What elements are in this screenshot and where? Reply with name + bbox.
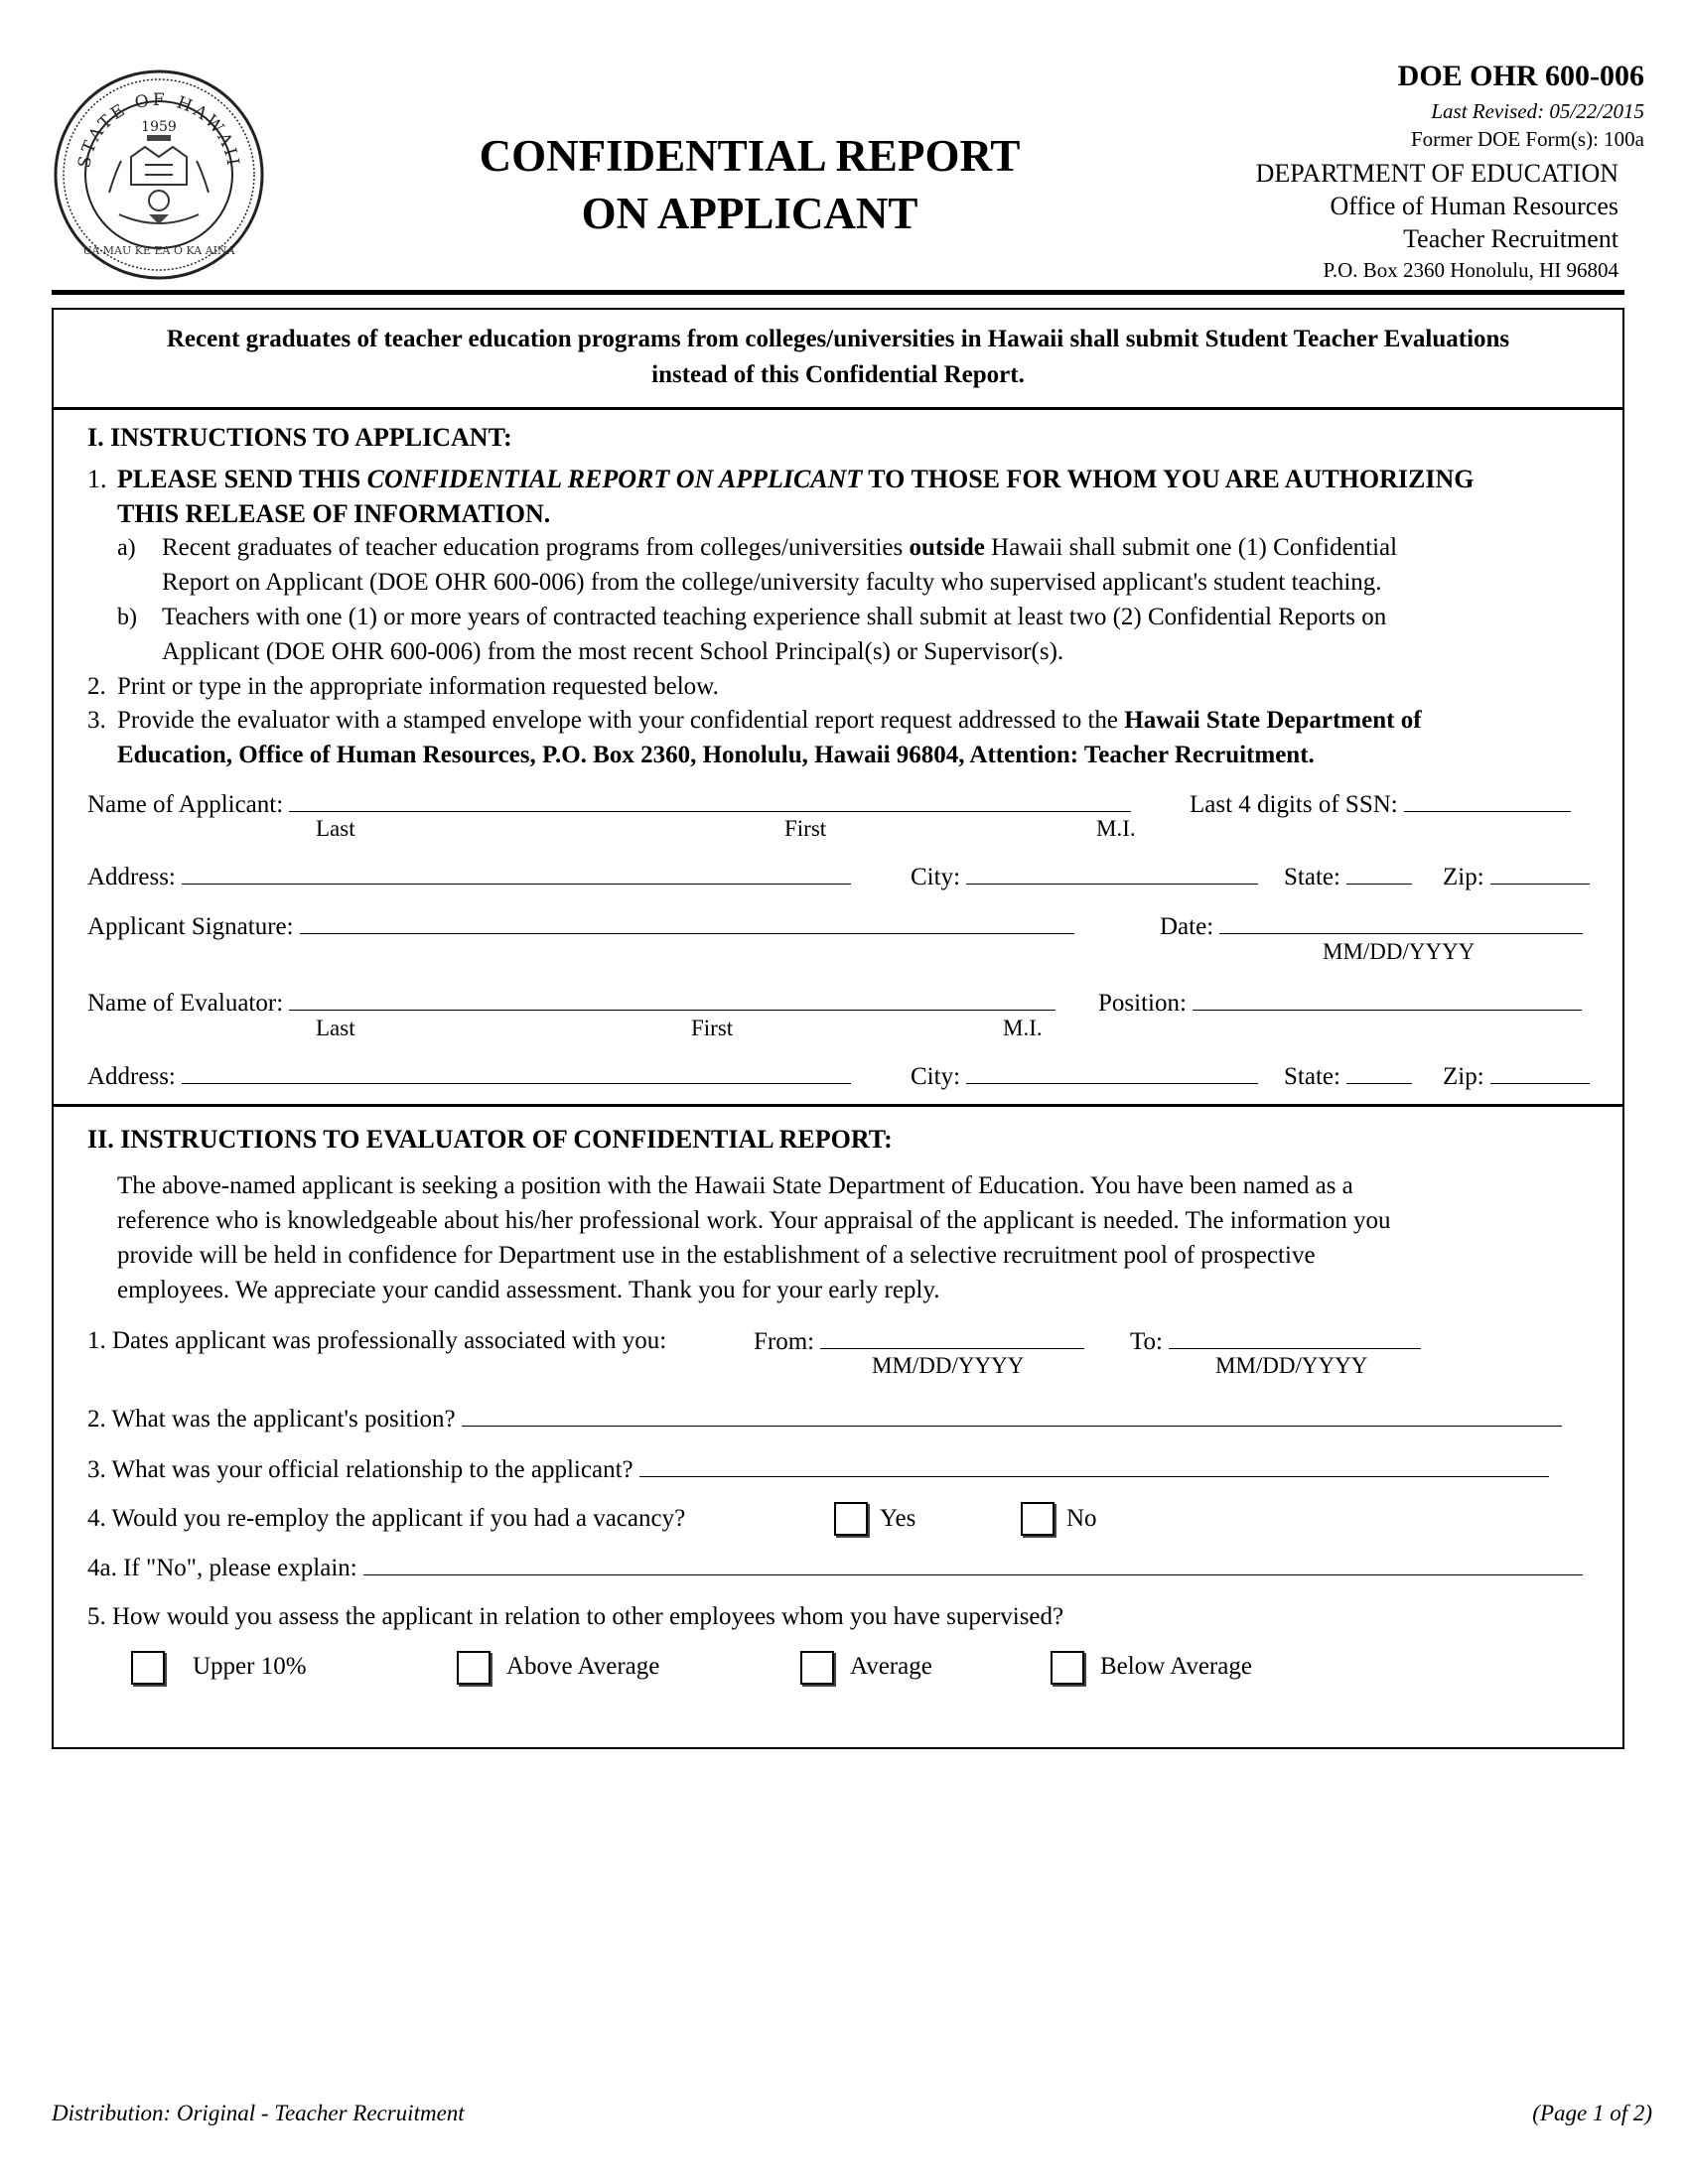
- reemploy-yes-checkbox[interactable]: [834, 1502, 868, 1536]
- instruction-2-number: 2.: [87, 673, 106, 700]
- unit-name: Teacher Recruitment: [1403, 224, 1618, 253]
- applicant-address-field[interactable]: [182, 860, 851, 885]
- no-explanation-field[interactable]: [363, 1551, 1583, 1575]
- instruction-a-label: a): [117, 535, 136, 561]
- form-number: DOE OHR 600-006: [1397, 60, 1644, 92]
- evaluator-position-row: Position:: [1098, 986, 1582, 1021]
- notice-divider: [52, 407, 1624, 410]
- applicant-zip-row: Zip:: [1443, 860, 1590, 894]
- evaluator-para-line2: reference who is knowledgeable about his/her professional work. Your appraisal of the applicant is needed. The information you: [117, 1207, 1391, 1234]
- applicant-zip-field[interactable]: [1490, 860, 1590, 885]
- instruction-1-line2: THIS RELEASE OF INFORMATION.: [117, 499, 551, 528]
- department-name: DEPARTMENT OF EDUCATION: [1255, 159, 1618, 188]
- applicant-state-row: State:: [1284, 860, 1412, 894]
- applicant-state-field[interactable]: [1346, 860, 1412, 885]
- evaluator-address-row: Address:: [87, 1059, 851, 1094]
- rating-upper-10-label: Upper 10%: [193, 1653, 307, 1680]
- question-1-from-row: From:: [754, 1324, 1084, 1359]
- evaluator-city-row: City:: [911, 1059, 1258, 1094]
- evaluator-last-caption: Last: [316, 1016, 355, 1040]
- applicant-city-row: City:: [911, 860, 1258, 894]
- applicant-first-caption: First: [784, 816, 827, 841]
- department-address: P.O. Box 2360 Honolulu, HI 96804: [1323, 258, 1618, 282]
- reemploy-no-label: No: [1066, 1505, 1097, 1532]
- instruction-3-number: 3.: [87, 707, 106, 734]
- header-divider: [52, 290, 1624, 295]
- rating-average-checkbox[interactable]: [800, 1651, 834, 1685]
- rating-above-average-checkbox[interactable]: [457, 1651, 491, 1685]
- association-from-field[interactable]: [820, 1324, 1084, 1349]
- evaluator-para-line4: employees. We appreciate your candid assessment. Thank you for your early reply.: [117, 1277, 940, 1303]
- evaluator-para-line3: provide will be held in confidence for Department use in the establishment of a selective recruitment pool of prospective: [117, 1242, 1316, 1269]
- applicant-date-field[interactable]: [1219, 909, 1583, 934]
- svg-text:STATE OF HAWAII: STATE OF HAWAII: [74, 89, 243, 170]
- applicant-ssn-row: Last 4 digits of SSN:: [1190, 787, 1571, 822]
- question-1-to-row: To:: [1130, 1324, 1421, 1359]
- applicant-signature-row: Applicant Signature:: [87, 909, 1074, 944]
- instruction-b-label: b): [117, 605, 137, 630]
- evaluator-address-field[interactable]: [182, 1059, 851, 1084]
- applicant-date-row: Date:: [1160, 909, 1583, 944]
- instruction-3-line2: Education, Office of Human Resources, P.O. Box 2360, Honolulu, Hawaii 96804, Attention: Teacher Recruitment.: [117, 742, 1315, 768]
- evaluator-first-caption: First: [691, 1016, 734, 1040]
- question-5-text: 5. How would you assess the applicant in relation to other employees whom you have supervised?: [87, 1603, 1064, 1630]
- from-date-format: MM/DD/YYYY: [872, 1353, 1025, 1378]
- svg-text:UA MAU KE EA O KA AINA: UA MAU KE EA O KA AINA: [82, 244, 235, 257]
- distribution-note: Distribution: Original - Teacher Recruitment: [52, 2101, 465, 2125]
- evaluator-zip-row: Zip:: [1443, 1059, 1590, 1094]
- applicant-last-caption: Last: [316, 816, 355, 841]
- office-name: Office of Human Resources: [1330, 192, 1618, 220]
- evaluator-city-field[interactable]: [966, 1059, 1258, 1084]
- instruction-b-line1: Teachers with one (1) or more years of contracted teaching experience shall submit at least two (2) Confidential Reports on: [162, 604, 1387, 630]
- instruction-b-line2: Applicant (DOE OHR 600-006) from the most recent School Principal(s) or Supervisor(s).: [162, 638, 1064, 665]
- to-date-format: MM/DD/YYYY: [1215, 1353, 1368, 1378]
- question-2-row: 2. What was the applicant's position?: [87, 1402, 1562, 1436]
- reemploy-yes-label: Yes: [880, 1505, 916, 1532]
- applicant-name-field[interactable]: [289, 787, 1131, 812]
- rating-below-average-checkbox[interactable]: [1051, 1651, 1084, 1685]
- question-3-row: 3. What was your official relationship to the applicant?: [87, 1452, 1549, 1487]
- form-title-line2: ON APPLICANT: [581, 189, 918, 238]
- section1-heading: I. INSTRUCTIONS TO APPLICANT:: [87, 423, 512, 452]
- last-revised: Last Revised: 05/22/2015: [1431, 99, 1644, 123]
- instruction-a-line2: Report on Applicant (DOE OHR 600-006) from the college/university faculty who supervised applicant's student teaching.: [162, 569, 1382, 596]
- evaluator-mi-caption: M.I.: [1003, 1016, 1043, 1040]
- notice-line2: instead of this Confidential Report.: [651, 361, 1025, 388]
- instruction-a-line1: Recent graduates of teacher education programs from colleges/universities outside Hawaii shall submit one (1) Confidential: [162, 534, 1398, 561]
- applicant-name-row: Name of Applicant:: [87, 787, 1131, 822]
- section-divider: [52, 1104, 1624, 1107]
- evaluator-state-field[interactable]: [1346, 1059, 1412, 1084]
- evaluator-state-row: State:: [1284, 1059, 1412, 1094]
- rating-below-average-label: Below Average: [1100, 1653, 1252, 1680]
- state-seal-logo: [50, 66, 268, 284]
- reemploy-no-checkbox[interactable]: [1021, 1502, 1055, 1536]
- instruction-3-line1: Provide the evaluator with a stamped envelope with your confidential report request addressed to the Hawaii State Department of: [117, 707, 1422, 734]
- instruction-1-line1: PLEASE SEND THIS CONFIDENTIAL REPORT ON APPLICANT TO THOSE FOR WHOM YOU ARE AUTHORIZING: [117, 465, 1475, 493]
- evaluator-name-field[interactable]: [289, 986, 1055, 1011]
- applicant-position-field[interactable]: [462, 1402, 1562, 1427]
- official-relationship-field[interactable]: [639, 1452, 1549, 1477]
- instruction-1-number: 1.: [87, 465, 107, 493]
- section2-heading: II. INSTRUCTIONS TO EVALUATOR OF CONFIDENTIAL REPORT:: [87, 1125, 893, 1154]
- rating-upper-10-checkbox[interactable]: [131, 1651, 165, 1685]
- form-title-line1: CONFIDENTIAL REPORT: [479, 131, 1021, 181]
- evaluator-name-row: Name of Evaluator:: [87, 986, 1055, 1021]
- applicant-ssn-field[interactable]: [1404, 787, 1571, 812]
- svg-text:1959: 1959: [141, 119, 177, 135]
- page-number: (Page 1 of 2): [1532, 2101, 1652, 2125]
- applicant-address-row: Address:: [87, 860, 851, 894]
- evaluator-para-line1: The above-named applicant is seeking a position with the Hawaii State Department of Education. You have been named as a: [117, 1172, 1353, 1199]
- question-4a-row: 4a. If "No", please explain:: [87, 1551, 1583, 1585]
- applicant-city-field[interactable]: [966, 860, 1258, 885]
- applicant-signature-field[interactable]: [300, 909, 1074, 934]
- notice-line1: Recent graduates of teacher education programs from colleges/universities in Hawaii shall submit Student Teacher Evaluations: [166, 326, 1510, 352]
- question-1-text: 1. Dates applicant was professionally associated with you:: [87, 1327, 667, 1354]
- rating-above-average-label: Above Average: [506, 1653, 660, 1680]
- instruction-2-text: Print or type in the appropriate information requested below.: [117, 673, 719, 700]
- question-4-text: 4. Would you re-employ the applicant if you had a vacancy?: [87, 1505, 686, 1532]
- evaluator-zip-field[interactable]: [1490, 1059, 1590, 1084]
- rating-average-label: Average: [850, 1653, 932, 1680]
- applicant-mi-caption: M.I.: [1096, 816, 1136, 841]
- applicant-date-format: MM/DD/YYYY: [1323, 939, 1476, 964]
- former-forms: Former DOE Form(s): 100a: [1410, 127, 1644, 151]
- evaluator-position-field[interactable]: [1193, 986, 1582, 1011]
- association-to-field[interactable]: [1169, 1324, 1421, 1349]
